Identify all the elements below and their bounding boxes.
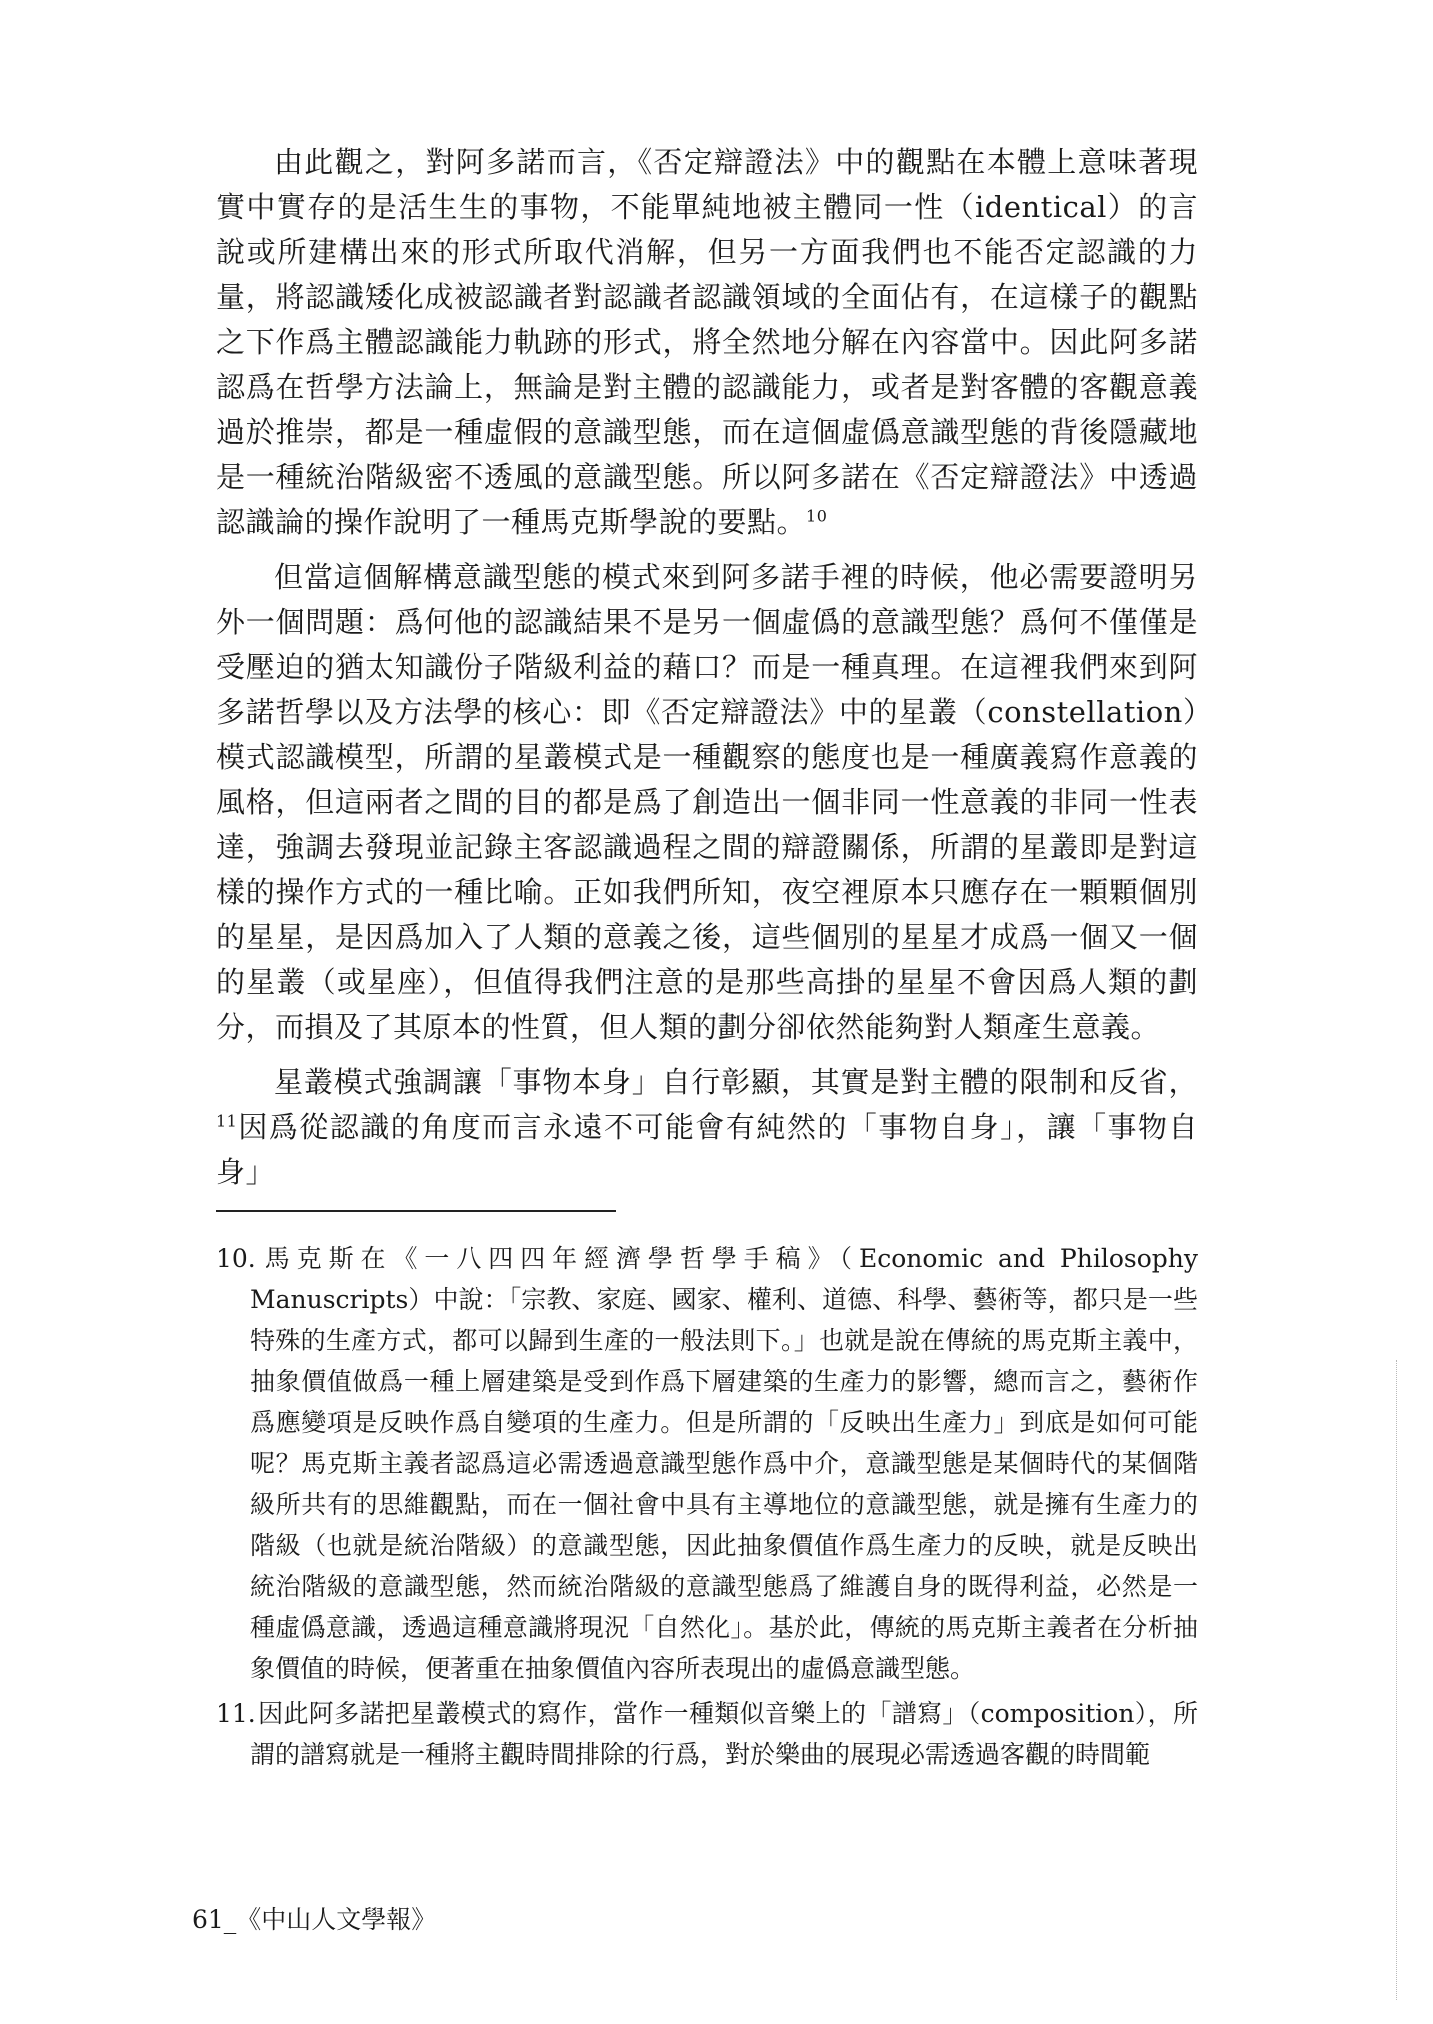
footnote-10 — [216, 1238, 1198, 1689]
paragraph-text: 由此觀之，對阿多諾而言，《否定辯證法》中的觀點在本體上意味著現實中實存的是活生生的事物，不能單純地被主體同一性（identical）的言說或所建構出來的形式所取代消解，但另一方面我們也不能否定認識的力量，將認識矮化成被認識者對認識者認識領域的全面佔有，在這樣子的觀點之下作爲主體認識能力軌跡的形式，將全然地分解在內容當中。因此阿多諾認爲在哲學方法論上，無論是對主體的認識能力，或者是對客體的客觀意義過於推崇，都是一種虛假的意識型態，而在這個虛僞意識型態的背後隱藏地是一種統治階級密不透風的意識型態。所以阿多諾在《否定辯證法》中透過認識論的操作說明了一種馬克斯學說的要點。 — [216, 145, 1198, 539]
footnote-number: 10. — [216, 1244, 256, 1273]
paragraph-text: 星叢模式強調讓「事物本身」自行彰顯，其實是對主體的限制和反省， — [274, 1065, 1198, 1099]
paragraph-1 — [216, 140, 1198, 545]
page-number-footer: 61_《中山人文學報》 — [192, 1905, 437, 1934]
footnote-11 — [216, 1693, 1198, 1775]
paragraph-2 — [216, 555, 1198, 1050]
paragraph-3 — [216, 1060, 1198, 1195]
footnotes — [216, 1238, 1198, 1775]
footnote-divider — [216, 1210, 616, 1212]
main-body — [216, 140, 1198, 1195]
footnote-text: 馬克斯在《一八四四年經濟學哲學手稿》（Economic and Philosophy Manuscripts）中說：「宗教、家庭、國家、權利、道德、科學、藝術等，都只是一些特殊的生產方式，都可以歸到生產的一般法則下。」也就是說在傳統的馬克斯主義中，抽象價值做爲一種上層建築是受到作爲下層建築的生產力的影響，總而言之，藝術作爲應變項是反映作爲自變項的生產力。但是所謂的「反映出生產力」到底是如何可能呢？馬克斯主義者認爲這必需透過意識型態作爲中介，意識型態是某個時代的某個階級所共有的思維觀點，而在一個社會中具有主導地位的意識型態，就是擁有生產力的階級（也就是統治階級）的意識型態，因此抽象價值作爲生產力的反映，就是反映出統治階級的意識型態，然而統治階級的意識型態爲了維護自身的既得利益，必然是一種虛僞意識，透過這種意識將現況「自然化」。基於此，傳統的馬克斯主義者在分析抽象價值的時候，便著重在抽象價值內容所表現出的虛僞意識型態。 — [250, 1244, 1198, 1683]
footnote-number: 11. — [216, 1699, 256, 1728]
footnote-ref-10[interactable]: 10 — [806, 506, 828, 526]
scan-edge-artifact — [1396, 1360, 1397, 2000]
paragraph-text-continued: 因爲從認識的角度而言永遠不可能會有純然的「事物自身」，讓「事物自身」 — [216, 1110, 1198, 1189]
footnote-ref-11[interactable]: 11 — [216, 1111, 238, 1131]
footnote-text: 因此阿多諾把星叢模式的寫作，當作一種類似音樂上的「譜寫」（composition），所謂的譜寫就是一種將主觀時間排除的行爲，對於樂曲的展現必需透過客觀的時間範 — [250, 1699, 1198, 1769]
paragraph-text: 但當這個解構意識型態的模式來到阿多諾手裡的時候，他必需要證明另外一個問題：爲何他的認識結果不是另一個虛僞的意識型態？爲何不僅僅是受壓迫的猶太知識份子階級利益的藉口？而是一種真理。在這裡我們來到阿多諾哲學以及方法學的核心：即《否定辯證法》中的星叢（constellation）模式認識模型，所謂的星叢模式是一種觀察的態度也是一種廣義寫作意義的風格，但這兩者之間的目的都是爲了創造出一個非同一性意義的非同一性表達，強調去發現並記錄主客認識過程之間的辯證關係，所謂的星叢即是對這樣的操作方式的一種比喻。正如我們所知，夜空裡原本只應存在一顆顆個別的星星，是因爲加入了人類的意義之後，這些個別的星星才成爲一個又一個的星叢（或星座），但值得我們注意的是那些高掛的星星不會因爲人類的劃分，而損及了其原本的性質，但人類的劃分卻依然能夠對人類產生意義。 — [216, 560, 1198, 1044]
